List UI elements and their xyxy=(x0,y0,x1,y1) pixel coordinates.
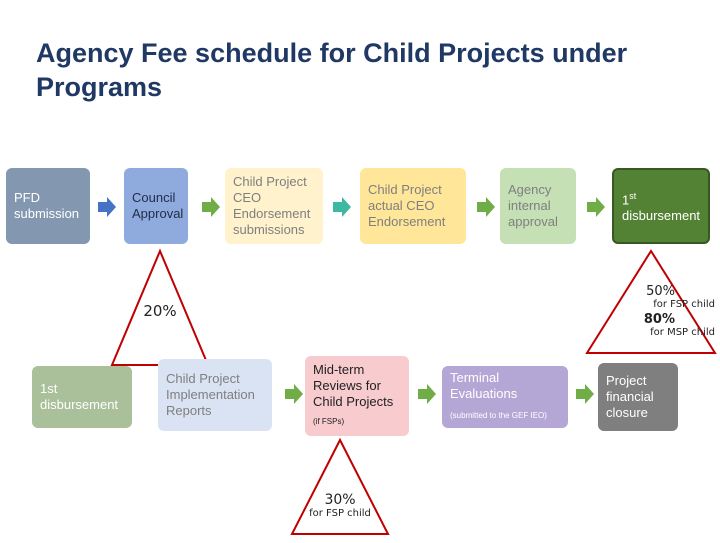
council-approval-box xyxy=(124,168,188,244)
fee-midterm-values xyxy=(290,492,390,519)
arrow-right-icon xyxy=(333,197,351,217)
actual-ceo-endorsement-label: Child Project actual CEO Endorsement xyxy=(368,182,446,229)
fee-disbursement-values xyxy=(583,284,715,338)
agency-internal-approval-box xyxy=(500,168,576,244)
ceo-endorsement-submissions-box xyxy=(225,168,323,244)
actual-ceo-endorsement-box xyxy=(360,168,466,244)
arrow-right-icon xyxy=(98,197,116,217)
first-disbursement-row2-label: 1st disbursement xyxy=(40,381,119,412)
first-disbursement-sup: st xyxy=(629,190,637,201)
financial-closure-box xyxy=(598,363,678,431)
arrow-right-icon xyxy=(418,384,436,404)
midterm-reviews-box xyxy=(305,356,409,436)
ceo-endorsement-submissions-label: Child Project CEO Endorsement submissions xyxy=(233,174,311,237)
arrow-right-icon xyxy=(140,387,158,407)
first-disbursement-row2-box xyxy=(32,366,132,428)
fee-triangle-midterm xyxy=(288,436,392,543)
fee-note-fsp: for FSP child xyxy=(653,299,715,310)
arrow-right-icon xyxy=(285,384,303,404)
arrow-right-icon xyxy=(587,197,605,217)
first-disbursement-box xyxy=(612,168,710,244)
fee-percent-fsp: 50% xyxy=(646,284,675,299)
midterm-reviews-label: Mid-term Reviews for Child Projects xyxy=(313,362,394,409)
terminal-evaluations-note: (submitted to the GEF IEO) xyxy=(450,411,547,420)
midterm-reviews-note: (if FSPs) xyxy=(313,417,345,426)
arrow-right-icon xyxy=(202,197,220,217)
terminal-evaluations-label: Terminal Evaluations xyxy=(450,370,518,401)
arrow-right-icon xyxy=(576,384,594,404)
terminal-evaluations-box xyxy=(442,366,568,428)
implementation-reports-label: Child Project Implementation Reports xyxy=(166,371,255,418)
agency-internal-approval-label: Agency internal approval xyxy=(508,182,558,229)
first-disbursement-label xyxy=(622,188,700,224)
arrow-right-icon xyxy=(477,197,495,217)
pfd-submission-box xyxy=(6,168,90,244)
fee-note-midterm: for FSP child xyxy=(309,508,371,519)
fee-percent-council: 20% xyxy=(143,302,177,320)
pfd-submission-label: PFD submission xyxy=(14,190,80,221)
financial-closure-label: Project financial closure xyxy=(606,373,654,420)
implementation-reports-box xyxy=(158,359,272,431)
fee-percent-msp: 80% xyxy=(643,312,675,327)
council-approval-label: Council Approval xyxy=(132,190,184,221)
page-title: Agency Fee schedule for Child Projects under Programs xyxy=(36,38,628,102)
first-disbursement-rest: disbursement xyxy=(622,208,701,224)
fee-percent-midterm: 30% xyxy=(324,492,356,508)
first-disbursement-number: 1 xyxy=(622,192,630,208)
fee-note-msp: for MSP child xyxy=(650,327,715,338)
